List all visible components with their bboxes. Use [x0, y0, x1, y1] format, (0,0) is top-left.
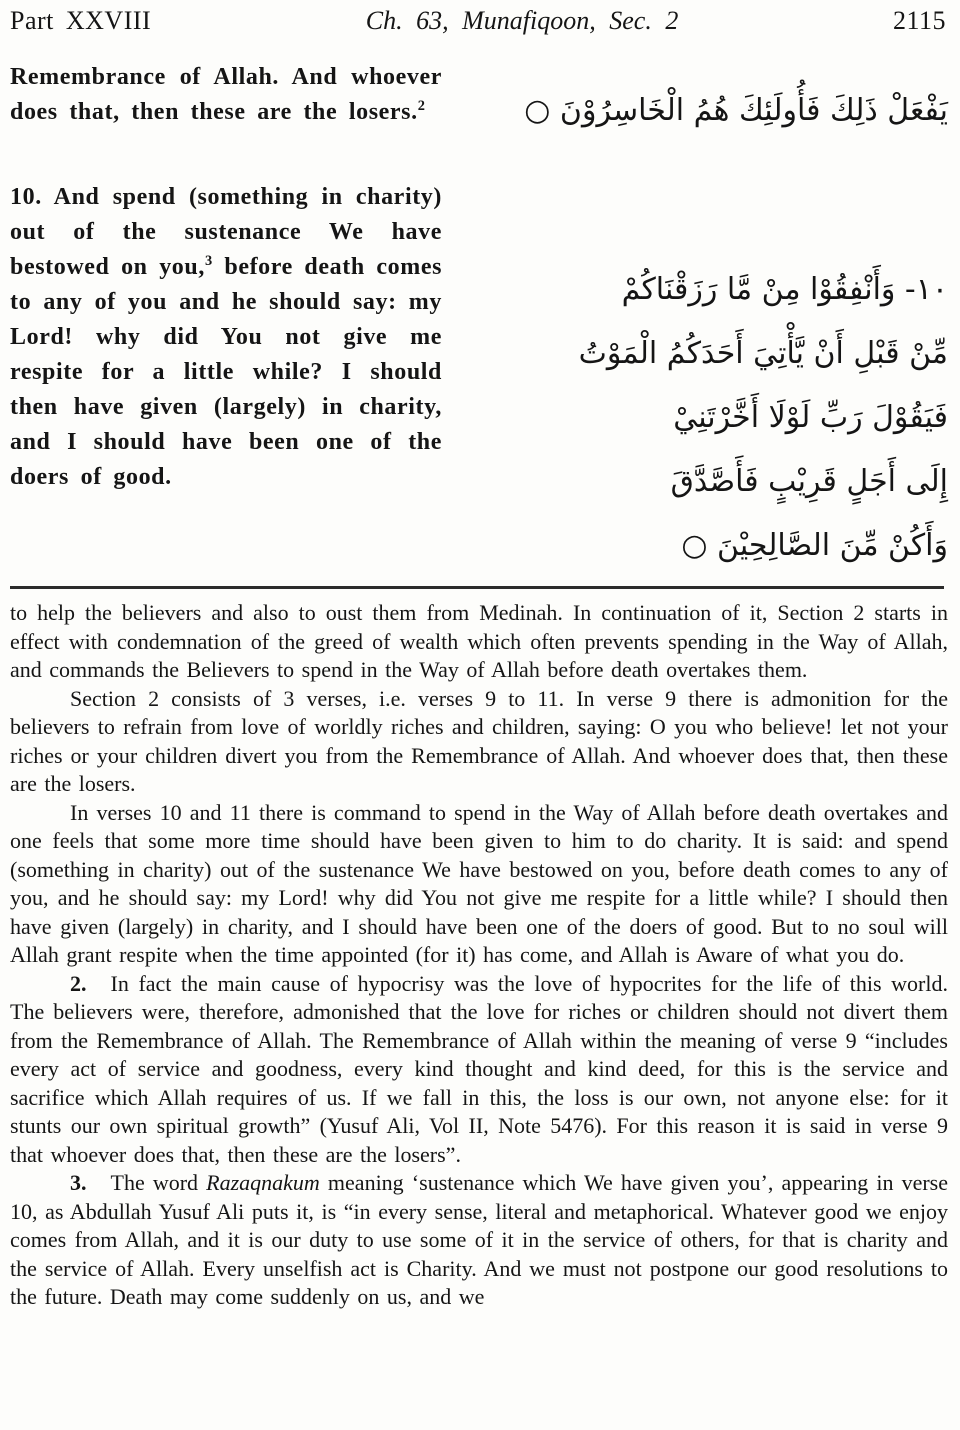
commentary-paragraph [10, 970, 948, 1170]
arabic-verse10 [470, 258, 948, 578]
text-segment: The word [110, 1170, 207, 1195]
arabic-verse-line: ١٠- وَأَنْفِقُوْا مِنْ مَّا رَزَقْنَاكُمْ [621, 272, 948, 307]
commentary-paragraph [10, 799, 948, 970]
footnote-marker: 2 [417, 98, 426, 114]
verse10-translation [10, 180, 442, 495]
verse-section [10, 60, 948, 578]
footnote-marker: 3 [204, 253, 213, 269]
section-divider [10, 586, 944, 589]
text-segment: Section 2 consists of 3 verses, i.e. verses 9 to 11. In verse 9 there is admonition for the believers to refrain from love of worldly riches and children, saying: O you who believe! let not your riches or your children divert you from the Remembrance of Allah. And whoever does that, then these are the losers. [10, 685, 948, 796]
text-segment: 10. And spend (something in charity) out of the sustenance We have bestowed on you, [10, 184, 442, 280]
translation-column [10, 60, 442, 578]
text-segment: to help the believers and also to oust them from Medinah. In continuation of it, Section 2 starts in effect with condemnation of the greed of wealth which often prevents spending in the Way of Allah, and commands the Believers to spend in the Way of Allah before death overtakes them. [10, 600, 948, 682]
arabic-verse-line: إِلَى أَجَلٍ قَرِيْبٍ فَأَصَّدَّقَ [670, 464, 948, 499]
commentary [10, 599, 948, 1312]
arabic-verse-line: وَأَكُنْ مِّنَ الصَّالِحِيْنَ ○ [681, 528, 948, 563]
text-segment: 2. [70, 970, 87, 996]
arabic-verse-line: فَيَقُوْلَ رَبِّ لَوْلَا أَخَّرْتَنِيْ [673, 400, 948, 435]
page-header [10, 6, 948, 36]
text-segment: In verses 10 and 11 there is command to spend in the Way of Allah before death overtakes and one feels that some more time should have been given to him to do charity. It is said: and spend (something in charity) out of the sustenance We have bestowed on you, before death comes to any of you, and he should say: my Lord! why did You not give me respite for a little while? I should then have given (largely) in charity, and I should have been one of the doers of good. But to no soul will Allah grant respite when the time appointed (for it) has come, and Allah is Aware of what you do. [10, 799, 948, 967]
text-segment: before death comes to any of you and he should say: my Lord! why did You not give me respite for a little while? I should then have given (largely) in charity, and I should have been one of the doers of good. [10, 254, 443, 490]
commentary-paragraph [10, 685, 948, 799]
arabic-verse-line: مِّنْ قَبْلِ أَنْ يَّأْتِيَ أَحَدَكُمُ الْمَوْتُ [578, 336, 948, 371]
commentary-paragraph [10, 1169, 948, 1312]
text-segment: 3. [70, 1170, 87, 1195]
part-label: Part XXVIII [10, 6, 152, 35]
verse9-translation [10, 60, 442, 130]
page-number: 2115 [892, 6, 946, 35]
chapter-title: Ch. 63, Munafiqoon, Sec. 2 [365, 6, 679, 35]
text-segment: meaning ‘sustenance which We have given you’, appearing in verse 10, as Abdullah Yusuf Ali puts it, is “in every sense, literal and metaphorical. Whatever good we enjoy comes from Allah, and it is our duty to use some of it in the service of others, for that is charity and the service of Allah. Every unselfish act is Charity. And we must not postpone our good resolutions to the future. Death may come suddenly on us, and we [10, 1170, 948, 1309]
text-segment: In fact the main cause of hypocrisy was the love of hypocrites for the life of this world. The believers were, therefore, admonished that the love for riches or children should not divert them from the Remembrance of Allah. The Remembrance of Allah within the meaning of verse 9 “includes every act of service and goodness, every kind thought and kind deed, for this is the service and sacrifice which Allah requires of us. If we fall in this, the loss is our own, not anyone else: for it stunts our own spiritual growth” (Yusuf Ali, Vol II, Note 5476). For this reason it is said in verse 9 that whoever does that, then these are the losers”. [10, 970, 948, 1167]
commentary-paragraph [10, 599, 948, 685]
text-segment: Remembrance of Allah. And whoever does that, then these are the losers. [10, 64, 442, 125]
text-segment: Razaqnakum [206, 1170, 320, 1195]
arabic-column [470, 60, 948, 578]
arabic-verse9: يَفْعَلْ ذَلِكَ فَأُولَئِكَ هُمُ الْخَاسِرُوْنَ ○ [524, 93, 948, 128]
